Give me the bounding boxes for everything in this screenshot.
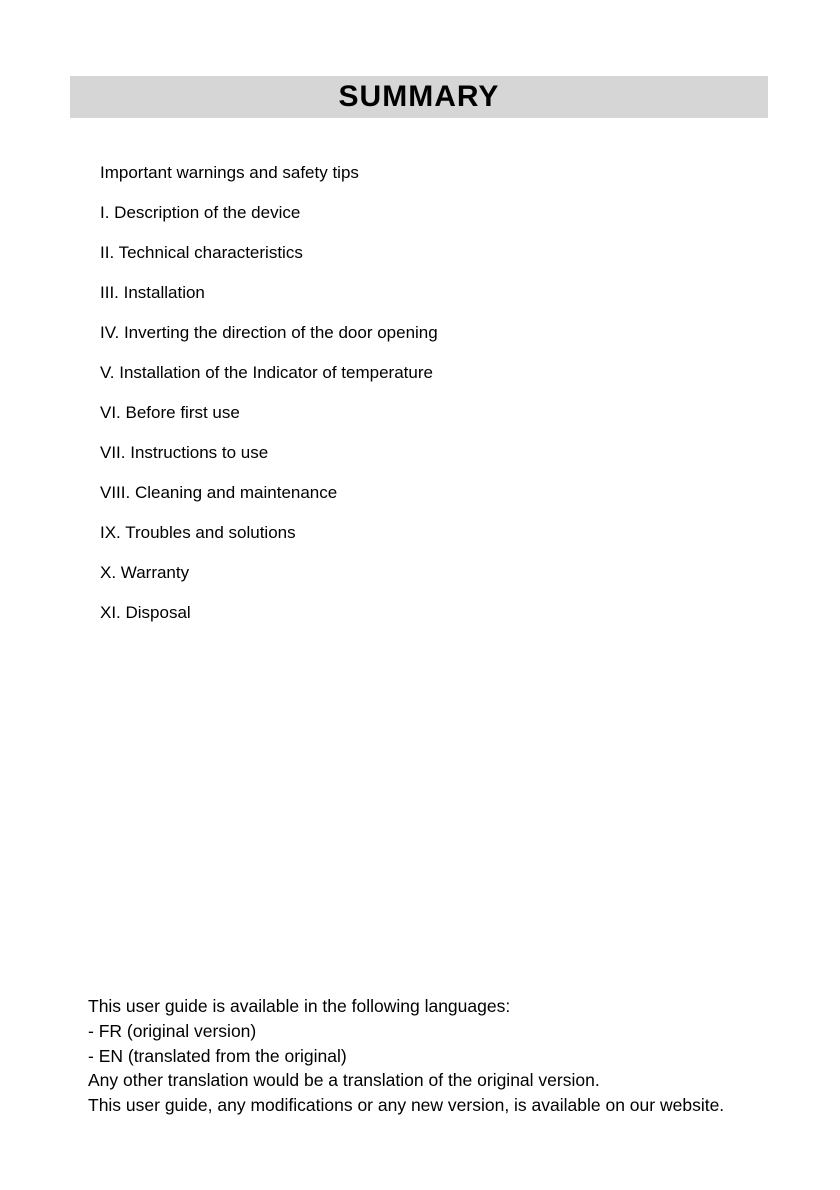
toc-item-instructions: VII. Instructions to use bbox=[100, 443, 269, 462]
toc-item-temperature-indicator: V. Installation of the Indicator of temperature bbox=[100, 363, 433, 382]
footer-line-languages: This user guide is available in the following languages: bbox=[88, 996, 511, 1016]
toc-item-warranty: X. Warranty bbox=[100, 563, 190, 582]
footer-line-en: - EN (translated from the original) bbox=[88, 1045, 347, 1066]
toc-item-troubles: IX. Troubles and solutions bbox=[100, 523, 296, 542]
page-title: SUMMARY bbox=[338, 80, 500, 113]
toc-item-disposal: XI. Disposal bbox=[100, 603, 191, 622]
toc-item-door-opening: IV. Inverting the direction of the door opening bbox=[100, 323, 438, 342]
toc-item-warnings: Important warnings and safety tips bbox=[100, 163, 359, 182]
toc-item-before-first-use: VI. Before first use bbox=[100, 403, 240, 422]
footer-line-translation: Any other translation would be a translation of the original version. bbox=[88, 1070, 600, 1091]
footer-line-fr: - FR (original version) bbox=[88, 1020, 257, 1041]
footer-line-website: This user guide, any modifications or any new version, is available on our website. bbox=[88, 1095, 725, 1116]
toc-item-description: I. Description of the device bbox=[100, 203, 301, 222]
toc-item-technical-characteristics: II. Technical characteristics bbox=[100, 243, 303, 262]
language-availability-note bbox=[88, 994, 800, 1118]
toc-item-installation: III. Installation bbox=[100, 283, 205, 302]
summary-header-bar bbox=[70, 76, 768, 118]
table-of-contents bbox=[100, 153, 780, 633]
toc-item-cleaning: VIII. Cleaning and maintenance bbox=[100, 483, 338, 502]
